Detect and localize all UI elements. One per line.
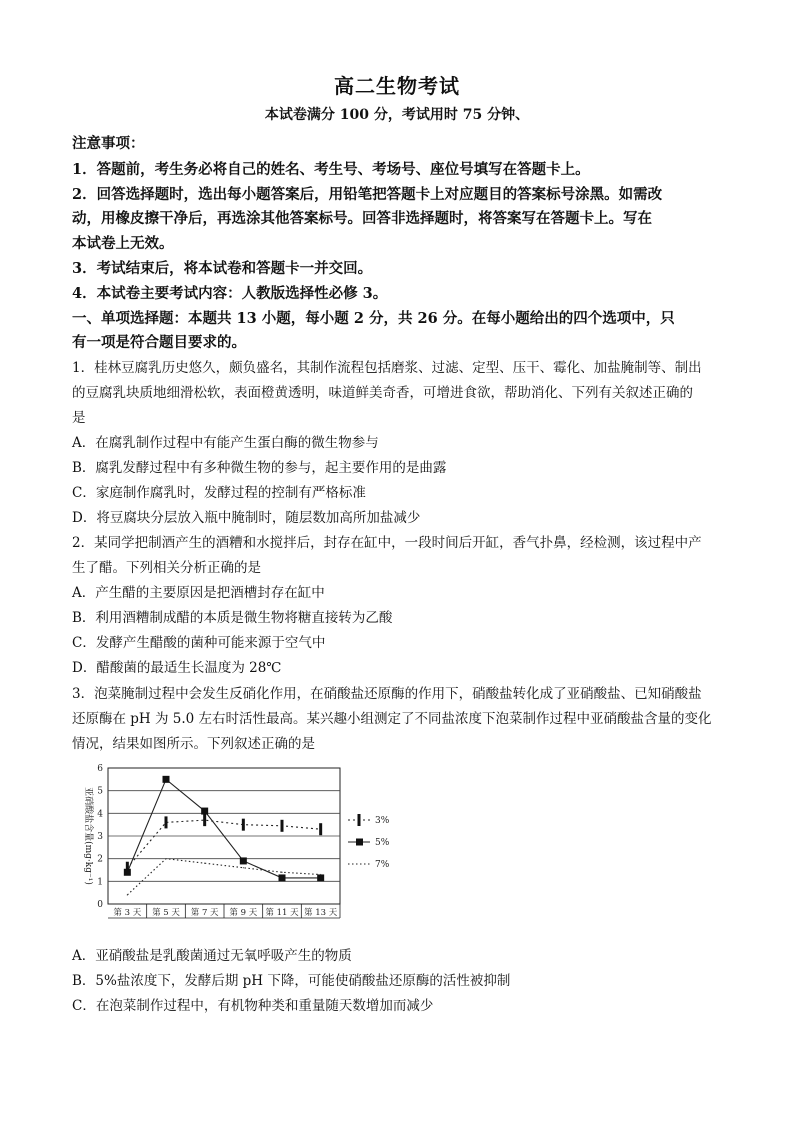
y-tick-label: 0 bbox=[97, 900, 103, 910]
data-point-7% bbox=[320, 874, 321, 875]
notes-heading: 注意事项： bbox=[72, 135, 145, 152]
data-point-5% bbox=[163, 776, 170, 783]
data-point-3% bbox=[165, 816, 168, 828]
data-point-5% bbox=[201, 808, 208, 815]
legend-label-3%: 3% bbox=[375, 816, 390, 826]
data-point-7% bbox=[204, 863, 205, 864]
q1-option-c: C．家庭制作腐乳时，发酵过程的控制有严格标准 bbox=[72, 485, 366, 501]
y-tick-label: 4 bbox=[97, 809, 103, 820]
data-point-7% bbox=[281, 872, 282, 873]
notes-item-3: 3．考试结束后，将本试卷和答题卡一并交回。 bbox=[72, 260, 373, 277]
data-point-3% bbox=[242, 819, 245, 831]
q3-option-b: B．5%盐浓度下，发酵后期 pH 下降，可能使硝酸盐还原酶的活性被抑制 bbox=[72, 973, 511, 989]
data-point-5% bbox=[240, 857, 247, 864]
notes-item-2-line-1: 2．回答选择题时，选出每小题答案后，用铅笔把答题卡上对应题目的答案标号涂黑。如需改 bbox=[72, 186, 663, 203]
x-tick-label: 第 3 天 bbox=[113, 908, 142, 918]
legend-label-5%: 5% bbox=[375, 838, 390, 848]
y-tick-label: 6 bbox=[97, 764, 103, 774]
q2-option-a: A．产生醋的主要原因是把酒槽封存在缸中 bbox=[72, 585, 325, 601]
data-point-3% bbox=[281, 820, 284, 832]
y-axis-label: 亚硝酸盐含量(mg·kg⁻¹) bbox=[83, 787, 93, 885]
q1-stem-line-1: 1．桂林豆腐乳历史悠久，颇负盛名，其制作流程包括磨浆、过滤、定型、压干、霉化、加盐腌制等、制出 bbox=[72, 360, 702, 376]
q2-option-c: C．发酵产生醋酸的菌种可能来源于空气中 bbox=[72, 635, 326, 651]
q1-option-a: A．在腐乳制作过程中有能产生蛋白酶的微生物参与 bbox=[72, 435, 379, 451]
q2-option-b: B．利用酒糟制成醋的本质是微生物将糖直接转为乙酸 bbox=[72, 610, 393, 626]
x-tick-label: 第 5 天 bbox=[152, 908, 180, 918]
q2-stem-line-2: 生了醋。下列相关分析正确的是 bbox=[72, 560, 261, 576]
q3-stem-line-1: 3．泡菜腌制过程中会发生反硝化作用，在硝酸盐还原酶的作用下，硝酸盐转化成了亚硝酸盐、已知硝酸盐 bbox=[72, 686, 702, 702]
data-point-3% bbox=[319, 823, 322, 835]
series-line-3% bbox=[127, 820, 320, 868]
x-tick-label: 第 9 天 bbox=[229, 908, 258, 918]
page-title: 高二生物考试 bbox=[334, 74, 460, 98]
data-point-7% bbox=[243, 867, 244, 868]
data-point-7% bbox=[127, 894, 128, 895]
data-point-7% bbox=[165, 858, 166, 859]
data-point-3% bbox=[203, 814, 206, 826]
legend-label-7%: 7% bbox=[375, 860, 390, 870]
y-tick-label: 5 bbox=[97, 786, 103, 797]
nitrite-chart bbox=[72, 760, 402, 930]
q2-stem-line-1: 2．某同学把制酒产生的酒糟和水搅拌后，封存在缸中，一段时间后开缸，香气扑鼻，经检测，该过程中产 bbox=[72, 535, 702, 551]
notes-item-4: 4．本试卷主要考试内容：人教版选择性必修 3。 bbox=[72, 285, 388, 302]
legend-marker-5% bbox=[356, 839, 363, 846]
y-tick-label: 1 bbox=[97, 877, 103, 888]
y-tick-label: 2 bbox=[97, 854, 103, 865]
series-line-7% bbox=[127, 859, 320, 895]
q3-option-c: C．在泡菜制作过程中，有机物种类和重量随天数增加而减少 bbox=[72, 998, 434, 1014]
section-heading-line-1: 一、单项选择题：本题共 13 小题，每小题 2 分，共 26 分。在每小题给出的四个选项中，只 bbox=[72, 310, 675, 327]
q1-option-b: B．腐乳发酵过程中有多种微生物的参与，起主要作用的是曲露 bbox=[72, 460, 447, 476]
notes-item-2-line-2: 动，用橡皮擦干净后，再选涂其他答案标号。回答非选择题时，将答案写在答题卡上。写在 bbox=[72, 210, 652, 227]
q1-stem-line-3: 是 bbox=[72, 410, 86, 426]
data-point-5% bbox=[317, 874, 324, 881]
legend-marker-3% bbox=[358, 814, 361, 826]
series-line-5% bbox=[127, 779, 320, 878]
notes-item-1: 1．答题前，考生务必将自己的姓名、考生号、考场号、座位号填写在答题卡上。 bbox=[72, 161, 590, 178]
q1-stem-line-2: 的豆腐乳块质地细滑松软，表面橙黄透明，味道鲜美奇香，可增进食欲，帮助消化、下列有关叙述正确的 bbox=[72, 385, 693, 401]
x-tick-label: 第 11 天 bbox=[265, 908, 299, 918]
notes-item-2-line-3: 本试卷上无效。 bbox=[72, 235, 174, 252]
data-point-5% bbox=[124, 869, 131, 876]
x-tick-label: 第 7 天 bbox=[190, 908, 219, 918]
data-point-5% bbox=[279, 874, 286, 881]
x-tick-label: 第 13 天 bbox=[304, 908, 338, 918]
section-heading-line-2: 有一项是符合题目要求的。 bbox=[72, 334, 246, 351]
y-tick-label: 3 bbox=[97, 832, 103, 842]
q2-option-d: D．醋酸菌的最适生长温度为 28℃ bbox=[72, 660, 282, 676]
q1-option-d: D．将豆腐块分层放入瓶中腌制时，随层数加高所加盐减少 bbox=[72, 510, 421, 526]
q3-stem-line-3: 情况，结果如图所示。下列叙述正确的是 bbox=[72, 736, 315, 752]
page-subtitle: 本试卷满分 100 分，考试用时 75 分钟、 bbox=[264, 107, 530, 123]
q3-stem-line-2: 还原酶在 pH 为 5.0 左右时活性最高。某兴趣小组测定了不同盐浓度下泡菜制作过程中亚硝酸盐含量的变化 bbox=[72, 711, 712, 727]
q3-option-a: A．亚硝酸盐是乳酸菌通过无氧呼吸产生的物质 bbox=[72, 948, 352, 964]
